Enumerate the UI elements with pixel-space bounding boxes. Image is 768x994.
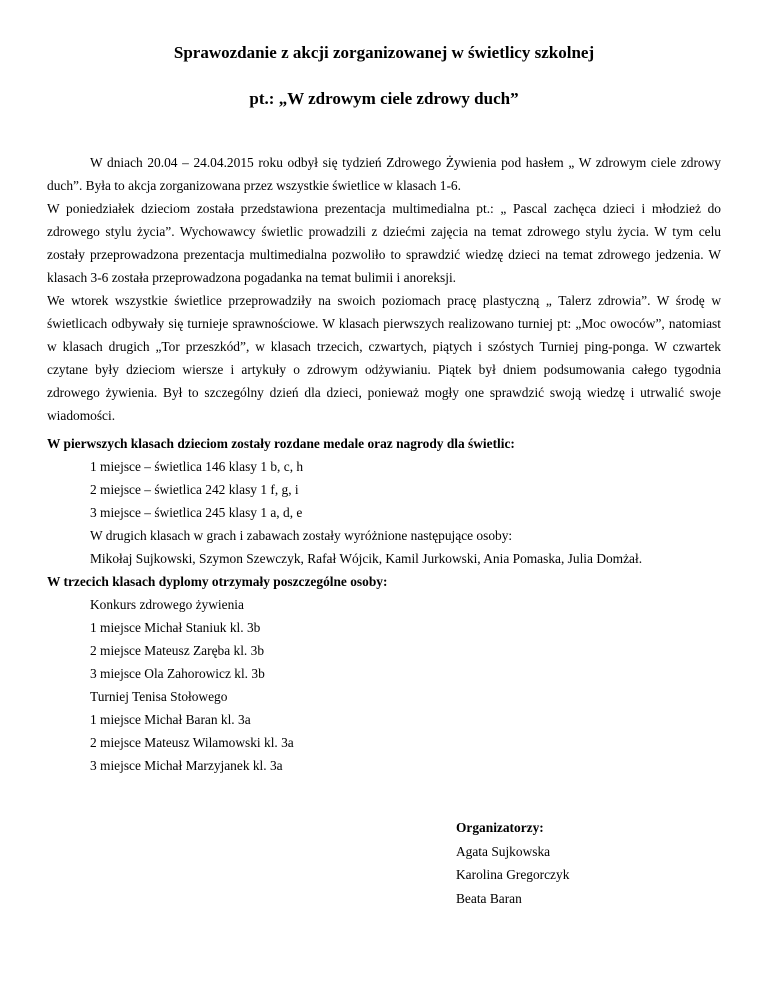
section-heading: W pierwszych klasach dzieciom zostały rozdane medale oraz nagrody dla świetlic: — [47, 436, 515, 451]
paragraph-week-summary: We wtorek wszystkie świetlice przeprowadziły na swoich poziomach pracę plastyczną „ Talerz zdrowia”. W środę w świetlicach odbywały się turnieje sprawnościowe. W klasach pierwszych realizowano turniej pt: „Moc owoców”, natomiast w klasach drugich „Tor przeszkód”, w klasach trzecich, czwartych, piątych i szóstych Turniej ping-ponga. W czwartek czytane były dzieciom wiersze i artykuły o zdrowym odżywianiu. Piątek był dniem podsumowania całego tygodnia zdrowego żywienia. Był to szczególny dzień dla dzieci, ponieważ mogły one sprawdzić swoją wiedzę i utrwalić swoje wiadomości. — [47, 293, 721, 423]
list-item: 2 miejsce Mateusz Zaręba kl. 3b — [90, 643, 265, 658]
report-body — [47, 151, 721, 427]
list-item: 1 miejsce Michał Baran kl. 3a — [90, 712, 251, 727]
paragraph-intro: W dniach 20.04 – 24.04.2015 roku odbył się tydzień Zdrowego Żywienia pod hasłem „ W zdrowym ciele zdrowy duch”. Była to akcja zorganizowana przez wszystkie świetlice w klasach 1-6. — [47, 155, 721, 193]
section-third-classes — [47, 570, 747, 777]
list-item: W drugich klasach w grach i zabawach zostały wyróżnione następujące osoby: — [90, 528, 513, 543]
list-item: Turniej Tenisa Stołowego — [90, 689, 228, 704]
list-item: 1 miejsce Michał Staniuk kl. 3b — [90, 620, 261, 635]
organizer-name: Karolina Gregorczyk — [456, 867, 570, 882]
list-item: Konkurs zdrowego żywienia — [90, 597, 244, 612]
list-item: Mikołaj Sujkowski, Szymon Szewczyk, Rafał Wójcik, Kamil Jurkowski, Ania Pomaska, Julia Domżał. — [90, 551, 643, 566]
organizers-block — [456, 816, 569, 910]
organizers-heading: Organizatorzy: — [456, 820, 544, 835]
paragraph-monday: W poniedziałek dzieciom została przedstawiona prezentacja multimedialna pt.: „ Pascal zachęca dzieci i młodzież do zdrowego stylu życia”. Wychowawcy świetlic prowadzili z dziećmi zajęcia na temat zdrowego stylu życia. W tym celu zostały przeprowadzona prezentacja multimedialna pozwoliło to sprawdzić wiedzę dzieci na temat zdrowego jedzenia. W klasach 3-6 została przeprowadzona pogadanka na temat bulimii i anoreksji. — [47, 201, 721, 285]
list-item: 2 miejsce – świetlica 242 klasy 1 f, g, i — [90, 482, 299, 497]
document-subtitle: pt.: „W zdrowym ciele zdrowy duch” — [249, 89, 519, 108]
section-first-classes — [47, 432, 747, 570]
list-item: 3 miejsce Michał Marzyjanek kl. 3a — [90, 758, 283, 773]
organizer-name: Agata Sujkowska — [456, 843, 551, 859]
list-item: 3 miejsce – świetlica 245 klasy 1 a, d, e — [90, 505, 303, 520]
document-title: Sprawozdanie z akcji zorganizowanej w świetlicy szkolnej — [173, 43, 595, 62]
list-item: 3 miejsce Ola Zahorowicz kl. 3b — [90, 666, 265, 681]
section-heading: W trzecich klasach dyplomy otrzymały poszczególne osoby: — [47, 574, 388, 589]
list-item: 1 miejsce – świetlica 146 klasy 1 b, c, h — [90, 459, 304, 474]
list-item: 2 miejsce Mateusz Wilamowski kl. 3a — [90, 735, 294, 750]
organizer-name: Beata Baran — [456, 890, 522, 906]
